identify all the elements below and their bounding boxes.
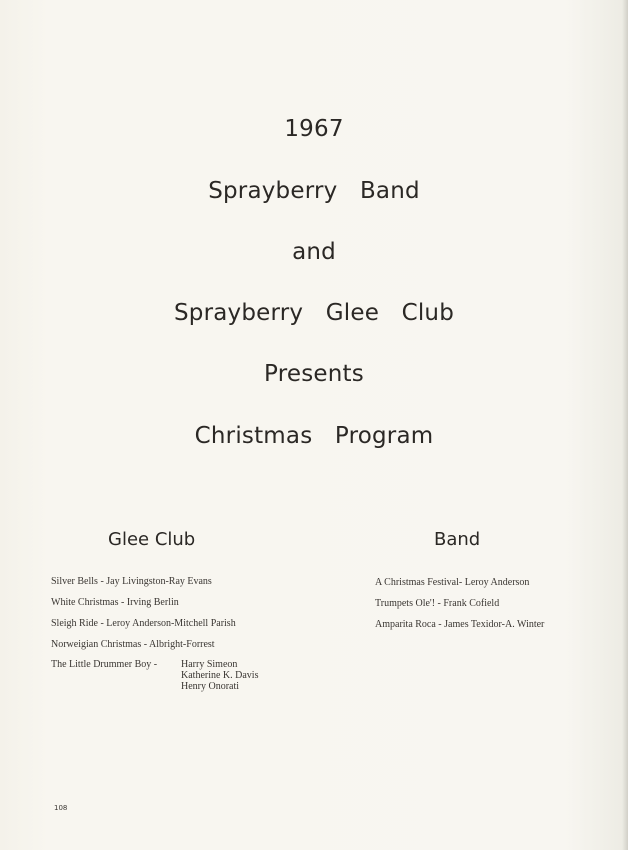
page-number: 108 — [54, 804, 68, 812]
band-song: A Christmas Festival- Leroy Anderson — [375, 577, 530, 588]
program-year: 1967 — [284, 116, 344, 142]
glee-club-name-heading: Sprayberry Glee Club — [173, 300, 455, 326]
glee-club-song: White Christmas - Irving Berlin — [51, 597, 179, 608]
band-song: Amparita Roca - James Texidor-A. Winter — [375, 619, 545, 630]
drummer-boy-credit: Harry Simeon — [181, 659, 238, 670]
band-name-heading: Sprayberry Band — [208, 178, 420, 204]
band-column-title: Band — [434, 529, 481, 550]
glee-club-song: The Little Drummer Boy - — [51, 659, 158, 670]
glee-club-song: Silver Bells - Jay Livingston-Ray Evans — [51, 576, 212, 587]
christmas-program-heading: Christmas Program — [194, 423, 434, 449]
drummer-boy-credit: Katherine K. Davis — [181, 670, 259, 681]
presents-heading: Presents — [264, 361, 364, 387]
glee-club-song: Norweigian Christmas - Albright-Forrest — [51, 639, 215, 650]
drummer-boy-credit: Henry Onorati — [181, 681, 240, 692]
band-song: Trumpets Ole'! - Frank Cofield — [375, 598, 500, 609]
glee-club-column-title: Glee Club — [108, 529, 196, 550]
and-heading: and — [292, 239, 336, 265]
glee-club-song: Sleigh Ride - Leroy Anderson-Mitchell Parish — [51, 618, 236, 629]
